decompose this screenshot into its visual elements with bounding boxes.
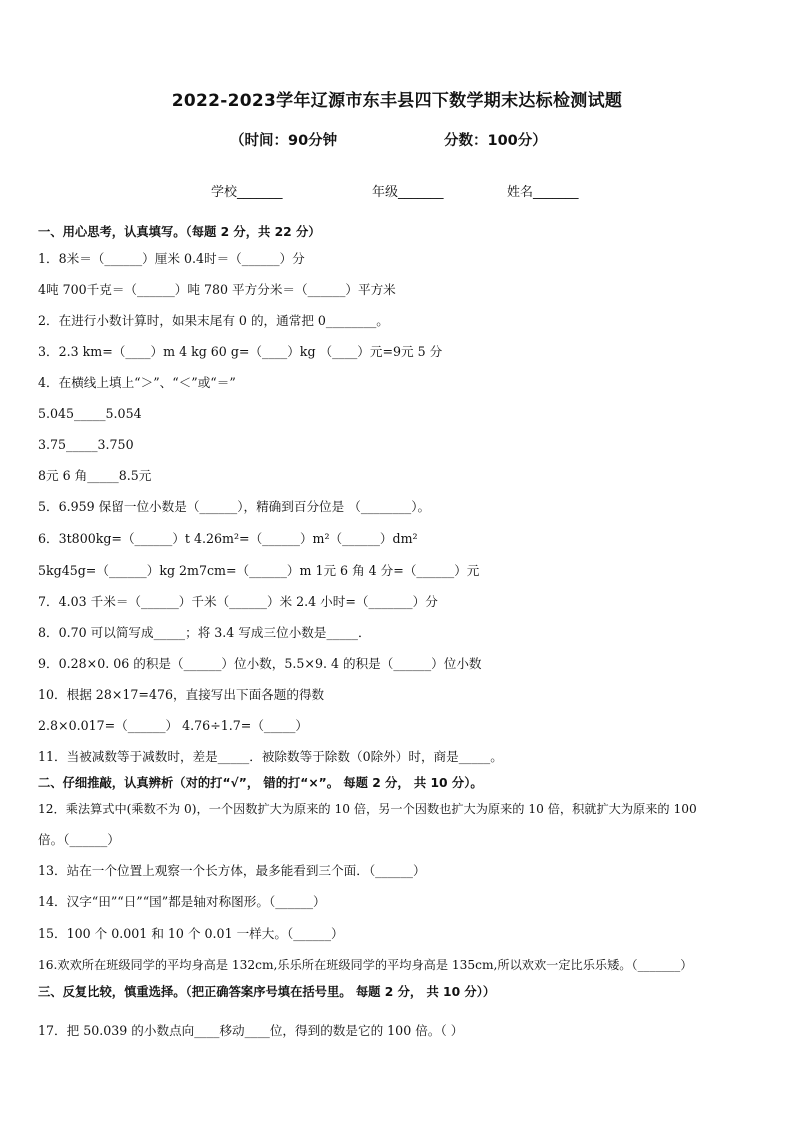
question-1a: 1．8米＝（______）厘米 0.4时＝（______）分 bbox=[38, 251, 305, 266]
section-3-heading: 三、反复比较，慎重选择。（把正确答案序号填在括号里。 每题 2 分， 共 10 分）） bbox=[38, 985, 496, 999]
question-12b: 倍。（______） bbox=[38, 832, 120, 847]
question-7: 7．4.03 千米＝（______）千米（______）米 2.4 小时=（_______）分 bbox=[38, 594, 438, 609]
question-10: 10．根据 28×17=476，直接写出下面各题的得数 bbox=[38, 687, 325, 702]
page-title: 2022-2023学年辽源市东丰县四下数学期末达标检测试题 bbox=[171, 91, 623, 111]
name-field[interactable]: 姓名_______ bbox=[507, 185, 579, 200]
question-6a: 6．3t800kg=（______）t 4.26m²=（______）m²（______）dm² bbox=[38, 531, 418, 546]
school-field[interactable]: 学校_______ bbox=[211, 185, 283, 200]
exam-score: 分数：100分） bbox=[444, 133, 547, 149]
question-4: 4．在横线上填上“＞”、“＜”或“＝” bbox=[38, 375, 236, 390]
question-16: 16.欢欢所在班级同学的平均身高是 132cm,乐乐所在班级同学的平均身高是 135cm,所以欢欢一定比乐乐矮。（_______） bbox=[38, 958, 693, 972]
question-4b: 3.75_____3.750 bbox=[38, 437, 134, 452]
question-4c: 8元 6 角_____8.5元 bbox=[38, 468, 152, 483]
question-13: 13．站在一个位置上观察一个长方体，最多能看到三个面．（______） bbox=[38, 863, 426, 878]
question-10a: 2.8×0.017=（______） 4.76÷1.7=（_____） bbox=[38, 718, 309, 733]
section-2-heading: 二、仔细推敲，认真辨析（对的打“√”， 错的打“×”。 每题 2 分， 共 10 分）。 bbox=[38, 776, 483, 790]
exam-time: （时间：90分钟 bbox=[230, 133, 338, 149]
question-1b: 4吨 700千克＝（______）吨 780 平方分米＝（______）平方米 bbox=[38, 282, 396, 297]
question-6b: 5kg45g=（______）kg 2m7cm=（______）m 1元 6 角 4 分=（______）元 bbox=[38, 563, 480, 578]
question-5: 5．6.959 保留一位小数是（______），精确到百分位是 （________）。 bbox=[38, 499, 431, 514]
question-12a: 12．乘法算式中(乘数不为 0)，一个因数扩大为原来的 10 倍，另一个因数也扩大为原来的 10 倍，积就扩大为原来的 100 bbox=[38, 802, 697, 816]
question-15: 15．100 个 0.001 和 10 个 0.01 一样大。（______） bbox=[38, 926, 344, 941]
grade-field[interactable]: 年级_______ bbox=[372, 185, 444, 200]
section-1-heading: 一、用心思考，认真填写。（每题 2 分，共 22 分） bbox=[38, 225, 321, 239]
question-11: 11．当被减数等于减数时，差是_____．被除数等于除数（0除外）时，商是_____。 bbox=[38, 749, 503, 764]
question-4a: 5.045_____5.054 bbox=[38, 406, 142, 421]
question-17: 17．把 50.039 的小数点向____移动____位，得到的数是它的 100 倍。（ ） bbox=[38, 1023, 464, 1038]
question-8: 8．0.70 可以简写成_____；将 3.4 写成三位小数是_____． bbox=[38, 625, 371, 640]
question-9: 9．0.28×0. 06 的积是（______）位小数，5.5×9. 4 的积是（______）位小数 bbox=[38, 656, 482, 671]
question-14: 14．汉字“田”“日”“国”都是轴对称图形。（______） bbox=[38, 894, 326, 909]
question-2: 2．在进行小数计算时，如果末尾有 0 的，通常把 0________。 bbox=[38, 313, 389, 328]
question-3: 3．2.3 km=（____）m 4 kg 60 g=（____）kg （____）元=9元 5 分 bbox=[38, 344, 443, 359]
